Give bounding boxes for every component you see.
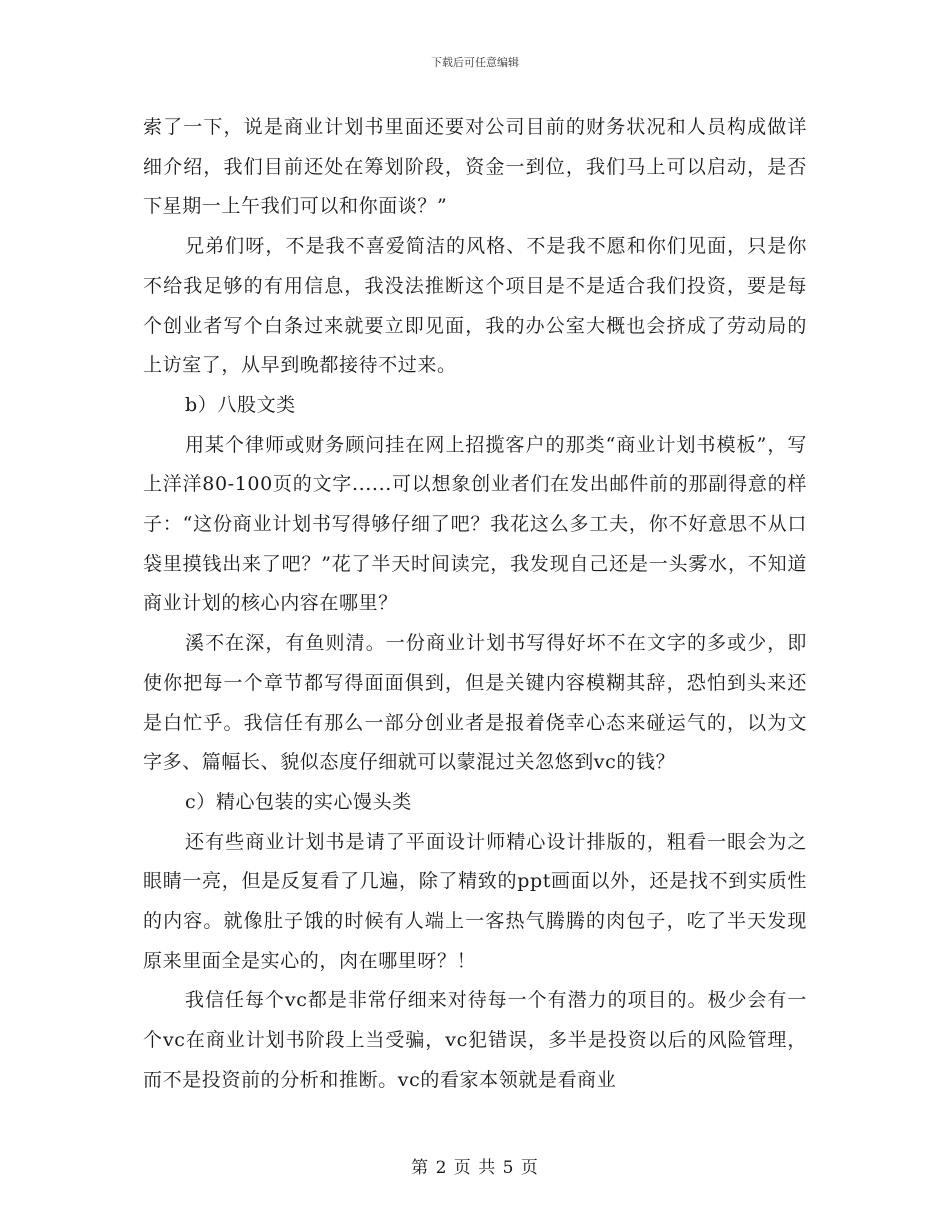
paragraph: 兄弟们呀，不是我不喜爱简洁的风格、不是我不愿和你们见面，只是你不给我足够的有用信息，我没法推断这个项目是不是适合我们投资，要是每个创业者写个白条过来就要立即见面，我的办公室大概也会挤成了劳动局的上访室了，从早到晚都接待不过来。	[143, 235, 807, 377]
section-heading-b: b）八股文类	[185, 393, 296, 416]
paragraph: 我信任每个vc都是非常仔细来对待每一个有潜力的项目的。极少会有一个vc在商业计划书阶段上当受骗，vc犯错误，多半是投资以后的风险管理，而不是投资前的分析和推断。vc的看家本领就是看商业	[143, 989, 807, 1091]
paragraph: 用某个律师或财务顾问挂在网上招揽客户的那类“商业计划书模板”，写上洋洋80-100页的文字......可以想象创业者们在发出邮件前的那副得意的样子：“这份商业计划书写得够仔细了吧？我花这么多工夫，你不好意思不从口袋里摸钱出来了吧？”花了半天时间读完，我发现自己还是一头雾水，不知道商业计划的核心内容在哪里？	[143, 433, 807, 615]
page-header-note: 下载后可任意编辑	[431, 56, 519, 69]
document-body	[143, 108, 807, 1101]
paragraph-continuation: 索了一下，说是商业计划书里面还要对公司目前的财务状况和人员构成做详细介绍，我们目前还处在筹划阶段，资金一到位，我们马上可以启动，是否下星期一上午我们可以和你面谈？”	[143, 116, 807, 218]
page-number: 第 2 页 共 5 页	[411, 1158, 539, 1178]
section-heading-c: c）精心包装的实心馒头类	[185, 790, 412, 813]
paragraph: 还有些商业计划书是请了平面设计师精心设计排版的，粗看一眼会为之眼睛一亮，但是反复看了几遍，除了精致的ppt画面以外，还是找不到实质性的内容。就像肚子饿的时候有人端上一客热气腾腾的肉包子，吃了半天发现原来里面全是实心的，肉在哪里呀？！	[143, 830, 807, 972]
paragraph: 溪不在深，有鱼则清。一份商业计划书写得好坏不在文字的多或少，即使你把每一个章节都写得面面俱到，但是关键内容模糊其辞，恐怕到头来还是白忙乎。我信任有那么一部分创业者是报着侥幸心态来碰运气的，以为文字多、篇幅长、貌似态度仔细就可以蒙混过关忽悠到vc的钱？	[143, 632, 807, 774]
